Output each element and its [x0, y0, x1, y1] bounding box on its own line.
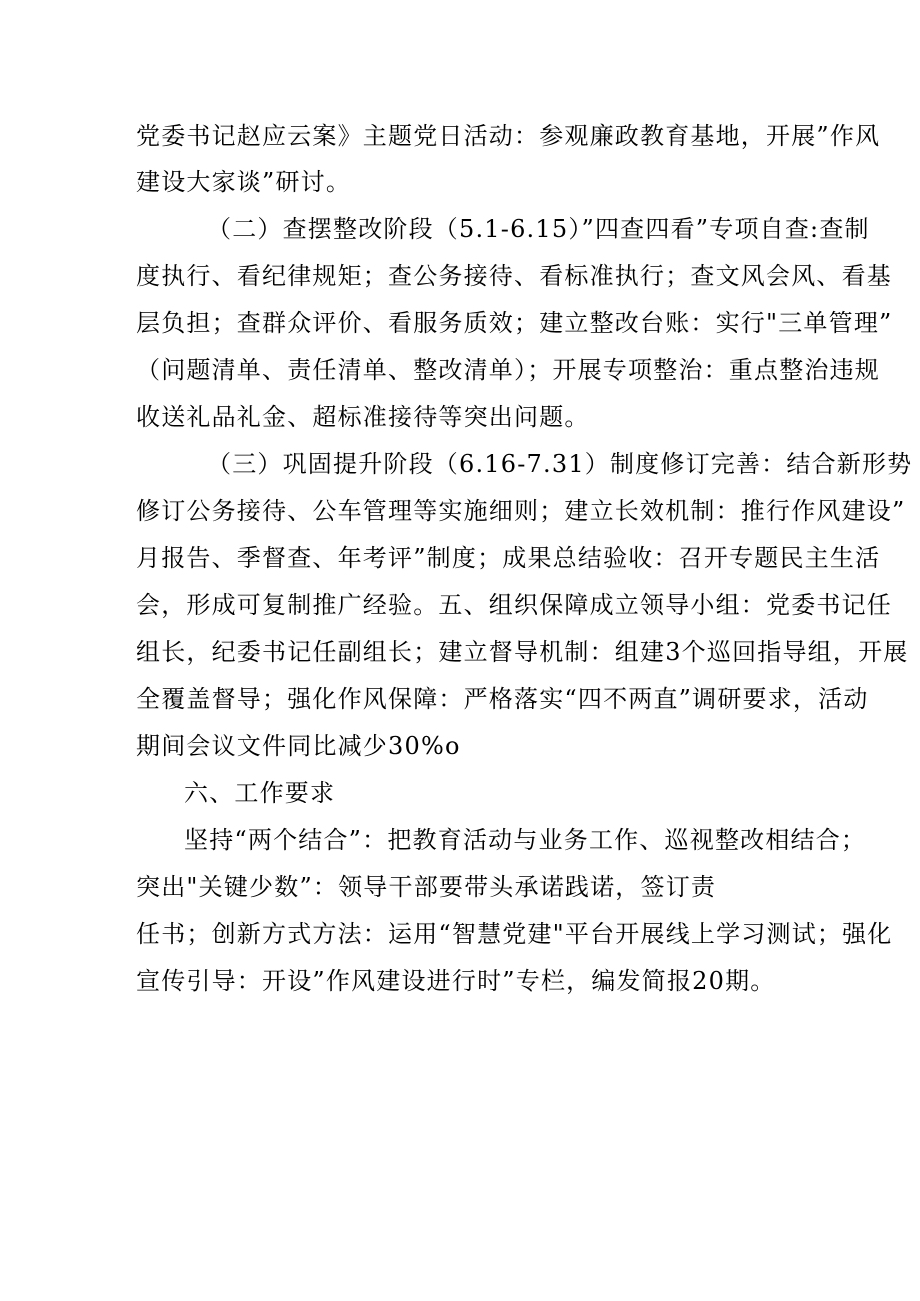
section-three-heading-line: （三）巩固提升阶段（6.16-7.31）制度修订完善：结合新形势 [207, 450, 913, 478]
paragraph-line: 修订公务接待、公车管理等实施细则；建立长效机制：推行作风建设” [136, 497, 906, 525]
paragraph-line: 组长，纪委书记任副组长；建立督导机制：组建3个巡回指导组，开展 [136, 638, 909, 666]
paragraph-line: 任书；创新方式方法：运用“智慧党建"平台开展线上学习测试；强化 [136, 920, 893, 948]
paragraph-line: 期间会议文件同比减少30%o [136, 732, 461, 760]
paragraph-line: 建设大家谈”研讨。 [136, 168, 352, 196]
paragraph-line: 全覆盖督导；强化作风保障：严格落实“四不两直”调研要求，活动 [136, 685, 869, 713]
section-two-heading-line: （二）查摆整改阶段（5.1-6.15）”四查四看”专项自查:查制 [207, 215, 870, 243]
paragraph-line: 月报告、季督查、年考评”制度；成果总结验收：召开专题民主生活 [136, 544, 881, 572]
paragraph-line: 会，形成可复制推广经验。五、组织保障成立领导小组：党委书记任 [136, 591, 892, 619]
paragraph-line: 宣传引导：开设”作风建设进行时”专栏，编发简报20期。 [136, 967, 776, 995]
paragraph-line: 层负担；查群众评价、看服务质效；建立整改台账：实行"三单管理” [136, 309, 893, 337]
section-six-heading: 六、工作要求 [184, 779, 336, 807]
paragraph-line: （问题清单、责任清单、整改清单）；开展专项整治：重点整治违规 [136, 356, 880, 384]
paragraph-line: 党委书记赵应云案》主题党日活动：参观廉政教育基地，开展”作风 [136, 122, 881, 150]
paragraph-line: 度执行、看纪律规矩；查公务接待、看标准执行；查文风会风、看基 [136, 262, 892, 290]
paragraph-line: 突出"关键少数”：领导干部要带头承诺践诺，签订责 [136, 873, 717, 901]
paragraph-line: 坚持“两个结合”：把教育活动与业务工作、巡视整改相结合； [184, 826, 867, 854]
paragraph-line: 收送礼品礼金、超标准接待等突出问题。 [136, 403, 590, 431]
